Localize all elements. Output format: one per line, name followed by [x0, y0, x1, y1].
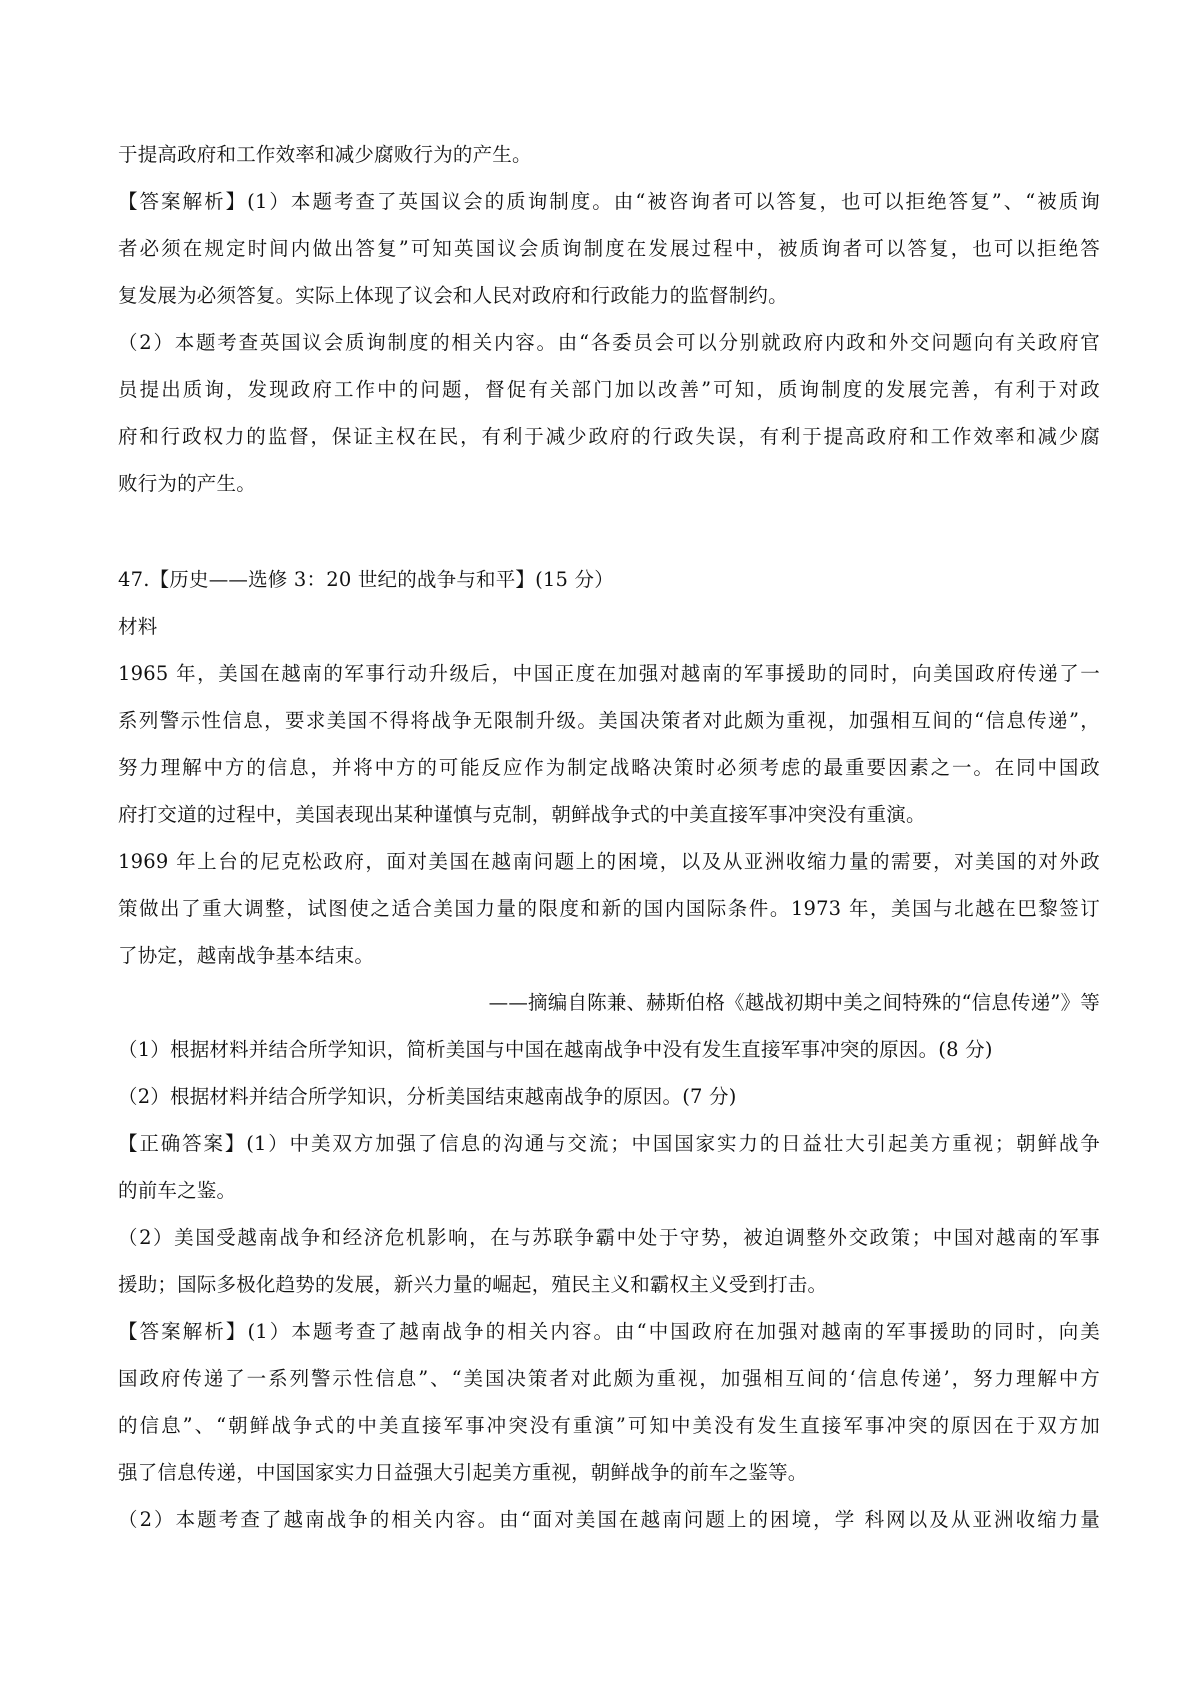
text-line: （2）美国受越南战争和经济危机影响，在与苏联争霸中处于守势，被迫调整外交政策；中国对越南的军事: [118, 1226, 1100, 1249]
text-line: 强了信息传递，中国国家实力日益强大引起美方重视，朝鲜战争的前车之鉴等。: [118, 1461, 808, 1484]
text-line: 援助；国际多极化趋势的发展，新兴力量的崛起，殖民主义和霸权主义受到打击。: [118, 1273, 828, 1296]
question-item: （1）根据材料并结合所学知识，简析美国与中国在越南战争中没有发生直接军事冲突的原因。(8 分): [118, 1038, 993, 1061]
text-line: 府打交道的过程中，美国表现出某种谨慎与克制，朝鲜战争式的中美直接军事冲突没有重演。: [118, 803, 926, 826]
text-line: 者必须在规定时间内做出答复”可知英国议会质询制度在发展过程中，被质询者可以答复，也可以拒绝答: [118, 237, 1100, 260]
question-heading: 47.【历史——选修 3：20 世纪的战争与和平】(15 分）: [118, 568, 614, 591]
text-line: 的信息”、“朝鲜战争式的中美直接军事冲突没有重演”可知中美没有发生直接军事冲突的原因在于双方加: [118, 1414, 1100, 1437]
text-line: 的前车之鉴。: [118, 1179, 237, 1202]
text-line: 了协定，越南战争基本结束。: [118, 944, 375, 967]
text-line: 努力理解中方的信息，并将中方的可能反应作为制定战略决策时必须考虑的最重要因素之一。在同中国政: [118, 756, 1100, 779]
text-line: 1965 年，美国在越南的军事行动升级后，中国正度在加强对越南的军事援助的同时，向美国政府传递了一: [118, 662, 1100, 685]
text-line: （2）本题考查了越南战争的相关内容。由“面对美国在越南问题上的困境，学 科网以及从亚洲收缩力量: [118, 1508, 1100, 1531]
text-line: 【答案解析】(1）本题考查了越南战争的相关内容。由“中国政府在加强对越南的军事援助的同时，向美: [118, 1320, 1100, 1343]
question-item: （2）根据材料并结合所学知识，分析美国结束越南战争的原因。(7 分): [118, 1085, 737, 1108]
text-line: 府和行政权力的监督，保证主权在民，有利于减少政府的行政失误，有利于提高政府和工作效率和减少腐: [118, 425, 1100, 448]
text-line: 系列警示性信息，要求美国不得将战争无限制升级。美国决策者对此颇为重视，加强相互间的“信息传递”，: [118, 709, 1100, 732]
text-line: （2）本题考查英国议会质询制度的相关内容。由“各委员会可以分别就政府内政和外交问题向有关政府官: [118, 331, 1100, 354]
text-line: 1969 年上台的尼克松政府，面对美国在越南问题上的困境，以及从亚洲收缩力量的需要，对美国的对外政: [118, 850, 1100, 873]
source-citation: ——摘编自陈兼、赫斯伯格《越战初期中美之间特殊的“信息传递”》等: [488, 991, 1100, 1014]
text-line: 策做出了重大调整，试图使之适合美国力量的限度和新的国内国际条件。1973 年，美国与北越在巴黎签订: [118, 897, 1100, 920]
text-line: 败行为的产生。: [118, 472, 256, 495]
material-label: 材料: [118, 615, 158, 638]
text-line: 【正确答案】(1）中美双方加强了信息的沟通与交流；中国国家实力的日益壮大引起美方重视；朝鲜战争: [118, 1132, 1100, 1155]
text-line: 复发展为必须答复。实际上体现了议会和人民对政府和行政能力的监督制约。: [118, 284, 788, 307]
text-line: 国政府传递了一系列警示性信息”、“美国决策者对此颇为重视，加强相互间的‘信息传递’，努力理解中方: [118, 1367, 1100, 1390]
text-line: 员提出质询，发现政府工作中的问题，督促有关部门加以改善”可知，质询制度的发展完善，有利于对政: [118, 378, 1100, 401]
text-line: 【答案解析】(1）本题考查了英国议会的质询制度。由“被咨询者可以答复，也可以拒绝答复”、“被质询: [118, 190, 1100, 213]
text-line: 于提高政府和工作效率和减少腐败行为的产生。: [118, 143, 532, 166]
